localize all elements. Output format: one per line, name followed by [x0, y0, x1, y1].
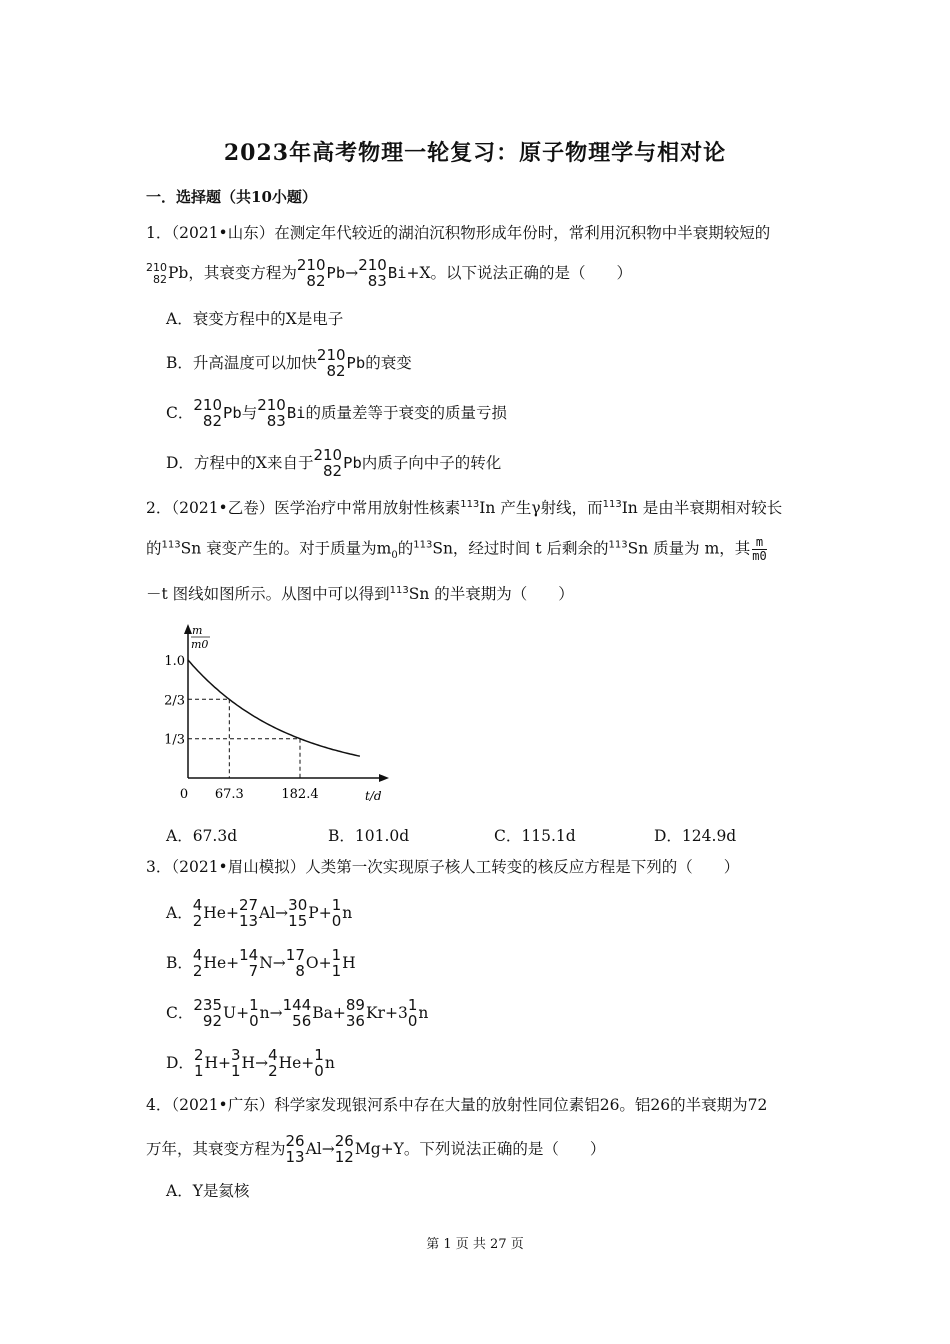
element-symbol: Mg+Y。 — [354, 1139, 420, 1158]
option-label: C． — [166, 1003, 194, 1022]
decay-chart — [158, 622, 382, 810]
text: In 是由半衰期相对较长 — [621, 499, 783, 518]
y-axis-label-num: m — [192, 624, 203, 637]
q3-option-d — [166, 1048, 335, 1080]
decay-curve — [188, 660, 360, 756]
isotope: 14 7 — [239, 946, 259, 980]
fraction: $\frac{m}{m0}$ — [752, 535, 767, 564]
element-symbol: H+ — [204, 1053, 231, 1072]
text: 2．（2021•乙卷）医学治疗中常用放射性核素 — [146, 499, 461, 518]
element-symbol: O+ — [305, 953, 332, 972]
isotope: 210 82 — [316, 346, 346, 380]
element-symbol: Pb — [168, 263, 189, 282]
isotope: 1 0 — [249, 996, 259, 1030]
text: Sn 质量为 m，其 — [627, 539, 751, 558]
q3-line: 3．（2021•眉山模拟）人类第一次实现原子核人工转变的核反应方程是下列的（ ） — [146, 858, 740, 876]
q1-line1: 1．（2021•山东）在测定年代较近的湖泊沉积物形成年份时，常利用沉积物中半衰期较短的 — [146, 224, 771, 242]
q1-line2 — [146, 258, 632, 290]
option-label: B． — [166, 953, 193, 972]
page-footer: 第 1 页 共 27 页 — [426, 1237, 524, 1252]
element-symbol: Bi — [387, 263, 407, 282]
text: －t 图线如图所示。从图中可以得到 — [146, 585, 390, 604]
isotope: 4 2 — [192, 946, 203, 980]
q1-option-d — [166, 448, 501, 480]
y-tick-label: 1.0 — [164, 654, 185, 669]
text: Sn 衰变产生的。对于质量为m — [180, 539, 392, 558]
mass-number: 113 — [389, 585, 409, 596]
text: C． — [166, 403, 194, 422]
text: In 产生γ射线，而 — [479, 499, 603, 518]
isotope: 1 0 — [331, 896, 342, 930]
q4-line1: 4．（2021•广东）科学家发现银河系中存在大量的放射性同位素铝26。铝26的半衰期为72 — [146, 1096, 768, 1114]
mass-number: 113 — [161, 539, 181, 551]
q4-option-a: A．Y是氦核 — [166, 1182, 250, 1200]
element-symbol: H→ — [241, 1053, 269, 1072]
x-axis-arrow — [379, 774, 389, 782]
element-symbol: He+ — [278, 1053, 315, 1072]
q1-option-b — [166, 348, 412, 380]
isotope: 210 82 — [193, 396, 223, 430]
element-symbol: N→ — [259, 953, 286, 972]
text: 万年，其衰变方程为 — [146, 1139, 286, 1158]
q1-option-a: A．衰变方程中的X是电子 — [166, 310, 344, 328]
isotope: 210 82 — [296, 256, 326, 290]
isotope: 210 82 — [146, 261, 167, 286]
mass-number: 113 — [413, 539, 433, 551]
isotope: 2 1 — [193, 1046, 204, 1080]
element-symbol: He+ — [203, 903, 239, 922]
section-heading: 一．选择题（共10小题） — [146, 188, 317, 206]
isotope: 4 2 — [192, 896, 203, 930]
isotope: 27 13 — [238, 896, 259, 930]
element-symbol: P+ — [308, 903, 332, 922]
element-symbol: He+ — [203, 953, 240, 972]
element-symbol: n→ — [259, 1003, 283, 1022]
text: 的衰变 — [365, 353, 412, 372]
text: Sn 的半衰期为（ ） — [408, 585, 574, 604]
q2-option-b: B．101.0d — [328, 827, 410, 845]
option-label: D． — [166, 1053, 194, 1072]
mass-number: 113 — [602, 499, 622, 510]
y-tick-label: 2/3 — [164, 693, 185, 709]
text: D．方程中的X来自于 — [166, 453, 314, 472]
arrow: → — [345, 263, 359, 282]
text: ，其衰变方程为 — [188, 263, 297, 282]
element-symbol: Al→ — [259, 903, 289, 922]
isotope: 3 1 — [231, 1046, 241, 1080]
q4-line2 — [146, 1134, 605, 1166]
isotope: 235 92 — [193, 996, 223, 1030]
q2-option-a: A．67.3d — [166, 827, 238, 845]
isotope: 1 1 — [331, 946, 342, 980]
isotope: 17 8 — [285, 946, 305, 980]
element-symbol: Ba+ — [312, 1003, 346, 1022]
isotope: 144 56 — [282, 996, 312, 1030]
text: 的质量差等于衰变的质量亏损 — [305, 403, 508, 422]
isotope: 210 82 — [313, 446, 343, 480]
text: 下列说法正确的是（ ） — [419, 1139, 606, 1158]
x-tick-label: 182.4 — [281, 787, 319, 802]
text: Sn，经过时间 t 后剩余的 — [432, 539, 609, 558]
page-title: 2023年高考物理一轮复习：原子物理学与相对论 — [223, 140, 727, 166]
isotope: 26 12 — [334, 1132, 354, 1166]
isotope: 30 15 — [288, 896, 308, 930]
y-axis-label-den: m0 — [191, 638, 209, 651]
element-symbol: n — [324, 1053, 335, 1072]
element-symbol: Pb — [346, 353, 366, 372]
q3-option-c — [166, 998, 428, 1030]
q2-line3 — [146, 586, 574, 603]
element-symbol: Pb — [326, 263, 346, 282]
option-label: A． — [166, 903, 193, 922]
q1-option-c — [166, 398, 507, 430]
q3-option-b — [166, 948, 356, 980]
isotope: 4 2 — [268, 1046, 278, 1080]
x-axis-label: t/d — [365, 789, 382, 803]
text: 与 — [241, 403, 258, 422]
mass-number: 113 — [460, 499, 480, 510]
text: +X。以下说法正确的是（ ） — [406, 263, 633, 282]
element-symbol: Kr+3 — [365, 1003, 408, 1022]
text: 内质子向中子的转化 — [361, 453, 502, 472]
element-symbol: n — [418, 1003, 429, 1022]
x-tick-label: 0 — [179, 787, 189, 802]
isotope: 1 0 — [407, 996, 418, 1030]
q2-line2 — [146, 536, 769, 563]
text: 的 — [146, 539, 162, 558]
element-symbol: n — [342, 903, 353, 922]
element-symbol: Al→ — [305, 1139, 335, 1158]
q2-option-d: D．124.9d — [654, 827, 737, 845]
subscript: 0 — [391, 549, 398, 561]
isotope: 210 83 — [358, 256, 387, 290]
q2-option-c: C．115.1d — [494, 827, 576, 845]
isotope: 89 36 — [345, 996, 365, 1030]
isotope: 26 13 — [285, 1132, 305, 1166]
text: B．升高温度可以加快 — [166, 353, 317, 372]
element-symbol: Bi — [286, 403, 306, 422]
element-symbol: Pb — [223, 403, 242, 422]
isotope: 1 0 — [314, 1046, 324, 1080]
q2-line1 — [146, 500, 782, 517]
x-tick-label: 67.3 — [214, 787, 244, 802]
y-tick-label: 1/3 — [164, 732, 185, 748]
element-symbol: Pb — [343, 453, 362, 472]
element-symbol: H — [342, 953, 356, 972]
isotope: 210 83 — [257, 396, 286, 430]
mass-number: 113 — [608, 539, 628, 551]
y-axis-arrow — [184, 624, 192, 634]
element-symbol: U+ — [223, 1003, 250, 1022]
q3-option-a — [166, 898, 352, 930]
text: 的 — [397, 539, 414, 558]
